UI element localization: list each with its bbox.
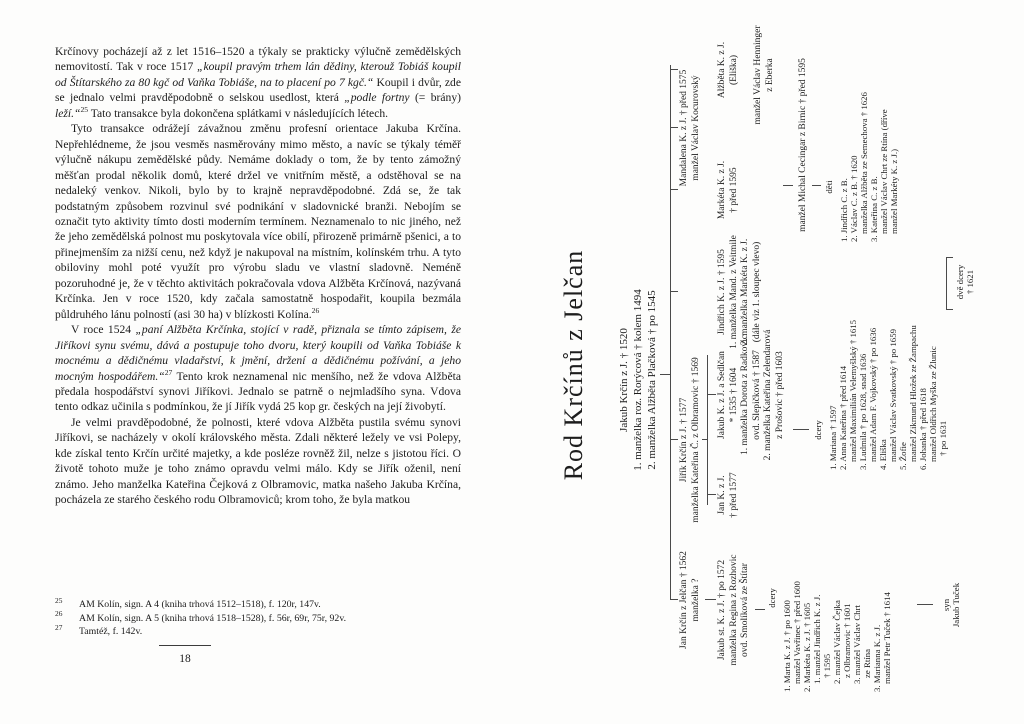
chart-text-line: (Eliška) xyxy=(728,54,739,86)
chart-text-line: 3. Kateřina C. z B. xyxy=(869,176,879,242)
chart-text-line: Jan Krčín z Jelčan † 1562 xyxy=(679,551,689,649)
text-segment: Krčínovy pocházejí až z let 1516–1520 a týkaly se prakticky výlučně zemědělských nemovitostí. Tak v roce 1517 xyxy=(55,45,461,74)
connector-line xyxy=(670,439,678,440)
label-dcery-sedlcan xyxy=(813,400,823,460)
chart-text-line: manžel Václav Chrt ze Rtína (dříve xyxy=(879,109,889,234)
connector-line xyxy=(783,185,793,186)
chart-text-line: ovd. Slepičková † 1587 xyxy=(751,350,762,440)
chart-text-line: 3. Marianna K. z J. xyxy=(872,624,882,692)
connector-line xyxy=(670,127,678,128)
chart-text-line: Jakub K. z J. a Sedlčan xyxy=(717,351,727,439)
paragraph xyxy=(55,322,461,415)
connector-line xyxy=(755,609,765,610)
chart-text-line: 1. manžel Jindřich K. z J. xyxy=(812,594,822,684)
footnote: 25 AM Kolín, sign. A 4 (kniha trhová 1512–1518), f. 120r, 147v. xyxy=(55,595,321,610)
connector-line xyxy=(670,189,678,190)
chart-text-line: 6. Johanka † před 1618 xyxy=(918,388,928,470)
chart-text-line: 1. Jindřich C. z B. xyxy=(839,178,849,242)
chart-text-line: manžel Markéty K. z J.) xyxy=(889,148,899,234)
chart-text-line: manžel Vavřinec † před 1600 xyxy=(792,581,802,684)
footnotes xyxy=(55,595,461,639)
chart-text-line: 1. manželka Mand. z Veitmile xyxy=(728,235,739,349)
connector-line xyxy=(946,257,953,258)
node-syn-jakub-tucek xyxy=(941,555,961,655)
chart-text-line: 2. manželka Alžběta Plačková † po 1545 xyxy=(646,290,658,470)
page-number: 18 xyxy=(179,653,191,665)
text-segment: Tyto transakce odrážejí závažnou změnu profesní orientace Jakuba Krčína. Nepřehlédneme, že jsou vesměs nasměrovány mimo město, a navíc se týkaly téměř výlučně nákupu zemědělské půdy. Nemáme doklady o tom, že by tento zámožný měšťan prodal několik domů, které držel ve vnitřním městě, a odstěhoval se na nedaleký venkov. Nikoli, bylo by to krajně nepravděpodobné. Zdá se, že tak podstatným způsobem rozvinul své podnikání v sladovnické branži. Nebojím se označit tyto aktivity tímto dosti moderním termínem. Neznamenalo to nic jiného, než že jeho zemědělská polnost mu poskytovala více obilí, přirozeně primárně pšenici, a to přinejmenším za nižší cenu, než když je nakupoval na místním, kolínském trhu. A tyto obiloviny mohl poté využít pro výrobu sladu ve vlastní sladovně. Neméně pozoruhodné je, že v těchto aktivitách pokračovala vdova Alžběta Krčínová, nazývaná Krčínka. Jen v roce 1520, kdy začala samostatně hospodařit, koupila bezmála půldruhého lánu polností (asi 30 ha) v blízkosti Kolína. xyxy=(55,122,461,321)
chart-text-line: manžel Václav Henninger xyxy=(753,25,763,125)
chart-text-line: manželka Kateřina Č. z Olbramovic † 1569 xyxy=(690,357,701,523)
label-dcery-jakub-st xyxy=(767,568,777,628)
chart-text-line: z Prošovic † před 1603 xyxy=(774,351,785,439)
genealogy-chart xyxy=(555,20,1010,710)
chart-text-line: manžel Václav Kocurovský xyxy=(690,75,701,181)
chart-text-line: manžel Zikmund Hložek ze Žampachu xyxy=(908,325,918,462)
connector-line xyxy=(670,65,671,600)
chart-text-line: manžel Michal Cecingar z Birnic † před 1595 xyxy=(798,58,808,232)
footnote-ref: 26 xyxy=(311,305,320,315)
chart-text-line: Jiřík Krčín z J. † 1577 xyxy=(679,397,689,483)
footer-rule xyxy=(159,645,211,646)
footnote: 26 AM Kolín, sign. A 5 (kniha trhová 1518–1528), f. 56r, 69r, 75r, 92v. xyxy=(55,609,347,624)
paragraph xyxy=(55,44,461,121)
node-dve-dcery xyxy=(955,232,975,332)
connector-line xyxy=(707,394,716,395)
footnote-ref: 25 xyxy=(80,104,89,114)
connector-line xyxy=(670,291,678,292)
node-jakub-krcin-root xyxy=(617,230,659,530)
chart-text-line: z Olbramovic † 1601 xyxy=(842,603,852,678)
connector-line xyxy=(660,374,670,375)
chart-text-line: Jindřich K. z J. † 1595 xyxy=(717,249,727,335)
paragraph xyxy=(55,415,461,508)
node-cecingar-children xyxy=(839,22,899,242)
chart-text-line: manžel Adam F. Vojkovský † po 1636 xyxy=(868,327,878,462)
chart-text-line: 2. manžel Václav Čejka xyxy=(832,600,842,684)
node-marketa xyxy=(717,140,740,240)
chart-text-line: manžel Václav Svatkovský † po 1659 xyxy=(888,329,898,462)
chart-text-line: manželka Alžběta ze Semechova † 1626 xyxy=(859,92,869,234)
chart-text-line: † 1621 xyxy=(965,269,975,295)
chart-text-line: manžel Maximilián Velemyšlský † 1615 xyxy=(848,319,858,462)
chart-text-line: ovd. Smolíková ze Štítar xyxy=(740,563,750,657)
chart-text-line: 4. Eliška xyxy=(878,439,888,470)
node-jakub-sedlcan xyxy=(717,305,786,485)
text-segment: leží.“ xyxy=(55,106,81,120)
chart-text-line: 1. Marta K. z J. † po 1600 xyxy=(782,600,792,692)
chart-text-line: ze Rtína xyxy=(862,648,872,678)
chart-text-line: Alžběta K. z J. xyxy=(717,41,727,99)
chart-text-line: Markéta K. z J. xyxy=(717,160,727,220)
connector-line xyxy=(670,69,678,70)
text-segment: Je velmi pravděpodobné, že polnosti, které vdova Alžběta pustila svému synovi Jiříkovi, se nacházely v okolí královského města. Zdali některé ležely ve vsi Polepy, kde získal tento Krčín určité majetky, a kde posléze rovněž žil, nelze s jistotou říci. O životě tohoto muže je toho známo opravdu velmi málo. Kdy se Jiřík oženil, není známo. Jeho manželka Kateřina Čejková z Olbramovic, matka našeho Jakuba Krčína, pocházela ze starého českého rodu Olbramoviců; krom toho, že byla matkou xyxy=(55,415,461,507)
chart-text-line: 5. Žofie xyxy=(898,442,908,470)
chart-text-line: † po 1631 xyxy=(938,420,948,456)
text-segment: V roce 1524 xyxy=(71,323,136,337)
node-henninger xyxy=(753,0,776,155)
chart-text-line: manžel Oldřich Myška ze Žlunic xyxy=(928,346,938,462)
chart-text-line: 1. manželka roz. Rorýcová † kolem 1494 xyxy=(632,289,644,471)
body-text xyxy=(55,44,461,508)
chart-text-line: Jan K. z J. xyxy=(717,475,727,515)
chart-text-line: manželka ? xyxy=(690,578,701,622)
node-jirik-krcin xyxy=(679,320,702,560)
footnote-text: AM Kolín, sign. A 5 (kniha trhová 1518–1528), f. 56r, 69r, 75r, 92v. xyxy=(79,612,347,624)
footnote: 27 Tamtéž, f. 142v. xyxy=(55,622,143,638)
footnote-text: AM Kolín, sign. A 4 (kniha trhová 1512–1518), f. 120r, 147v. xyxy=(79,599,321,610)
node-mandalena xyxy=(679,38,702,218)
connector-line xyxy=(705,599,716,600)
connector-line xyxy=(670,599,678,600)
chart-title: Rod Krčínů z Jelčan xyxy=(559,249,588,481)
chart-text-line: Jakub Tuček xyxy=(951,582,961,628)
chart-text-line: † 1595 xyxy=(822,653,832,678)
text-segment: Koupil i dvůr, zde se jednalo velmi pravděpodobně o selskou usedlost, která xyxy=(55,75,461,105)
chart-text-line: dcery xyxy=(767,588,777,608)
chart-text-line: 2. Anna Kateřina † před 1614 xyxy=(838,365,848,470)
chart-text-line: dvě dcery xyxy=(955,264,965,300)
footnote-text: Tamtéž, f. 142v. xyxy=(79,626,143,638)
chart-text-line: Jakub Krčín z J. † 1520 xyxy=(618,328,630,432)
chart-text-line: 2. Markéta K. z J. † 1605 xyxy=(802,602,812,692)
chart-text-line: 2. Václav C. z B. † 1620 xyxy=(849,155,859,242)
footnote-ref: 27 xyxy=(164,367,173,377)
connector-line xyxy=(793,429,809,430)
text-segment: Tento krok neznamenal nic menšího, než že vdova Alžběta předala hospodářství synovi Jiříkovi. Jednalo se patrně o nejmladšího syna. Vdova tento odkaz učinila s podmínkou, že jí Jiřík vydá 25 kop gr. českých na její živobytí. xyxy=(55,369,461,414)
text-segment: „podle fortny xyxy=(344,91,410,105)
chart-text-line: 1. Mariana † 1597 xyxy=(828,405,838,470)
chart-text-line: manžel Petr Tuček † 1614 xyxy=(882,592,892,684)
text-segment: (= brány) xyxy=(409,91,461,105)
text-segment: Tato transakce byla dokončena splátkami v následujících létech. xyxy=(88,106,389,120)
chart-text-line: Jakub st. K. z J. † po 1572 xyxy=(717,559,727,661)
text-segment: „koupil pravým trhem lán dědiny, kterouž Tobiáš koupil od Štítarského za 80 kgč od Vaňka Tobiáše, na to placení po 7 kgč.“ xyxy=(55,60,461,89)
connector-line xyxy=(946,309,953,310)
chart-text-line: manželka Regina z Rozhovic xyxy=(728,554,739,666)
connector-line xyxy=(707,355,708,505)
text-segment: „paní Alžběta Krčínka, stojící v radě, přiznala se tímto zápisem, že Jiříkovi synu svému, dává a postupuje toho dvoru, který koupili od Vaňka Tobiáše k mocnému a dědičnému vladařství, k jmění, držení a dědičnému požívání, a jeho mocným hospodářem.“ xyxy=(55,323,461,383)
chart-text-line: † před 1577 xyxy=(728,472,739,518)
chart-text-line: (dále viz 1. sloupec vlevo) xyxy=(751,241,762,343)
chart-text-line: z Eberka xyxy=(764,58,775,92)
chart-text-line: * 1535 † 1604 xyxy=(728,367,739,423)
node-sedlcan-daughters xyxy=(828,235,948,470)
paragraph xyxy=(55,121,461,322)
chart-text-line: 2. manželka Markéta K. z J. xyxy=(740,238,750,346)
chart-text-line: dcery xyxy=(813,420,823,440)
node-jakub-st-daughters xyxy=(782,462,892,692)
chart-text-line: 3. Ludmila † po 1628, snad 1636 xyxy=(858,353,868,470)
node-alzbeta xyxy=(717,20,740,120)
chart-text-line: 1. manželka Dorota z Radkovic xyxy=(740,334,750,456)
chart-text-line: syn xyxy=(941,598,951,612)
chart-text-line: Mandalena K. z J. † před 1575 xyxy=(679,69,689,187)
label-deti xyxy=(824,152,834,222)
chart-text-line: † před 1595 xyxy=(728,167,739,213)
connector-line xyxy=(707,494,716,495)
connector-line xyxy=(812,185,821,186)
page-number-block xyxy=(130,645,240,665)
chart-text-line: 2. manželka Kateřina Zelendarová xyxy=(763,329,773,461)
connector-line xyxy=(946,258,947,310)
chart-text-line: děti xyxy=(824,180,834,194)
chart-text-line: 3. manžel Václav Chrt xyxy=(852,605,862,684)
connector-line xyxy=(917,604,933,605)
node-cecingar xyxy=(798,28,810,262)
node-jakub-st xyxy=(717,535,752,685)
